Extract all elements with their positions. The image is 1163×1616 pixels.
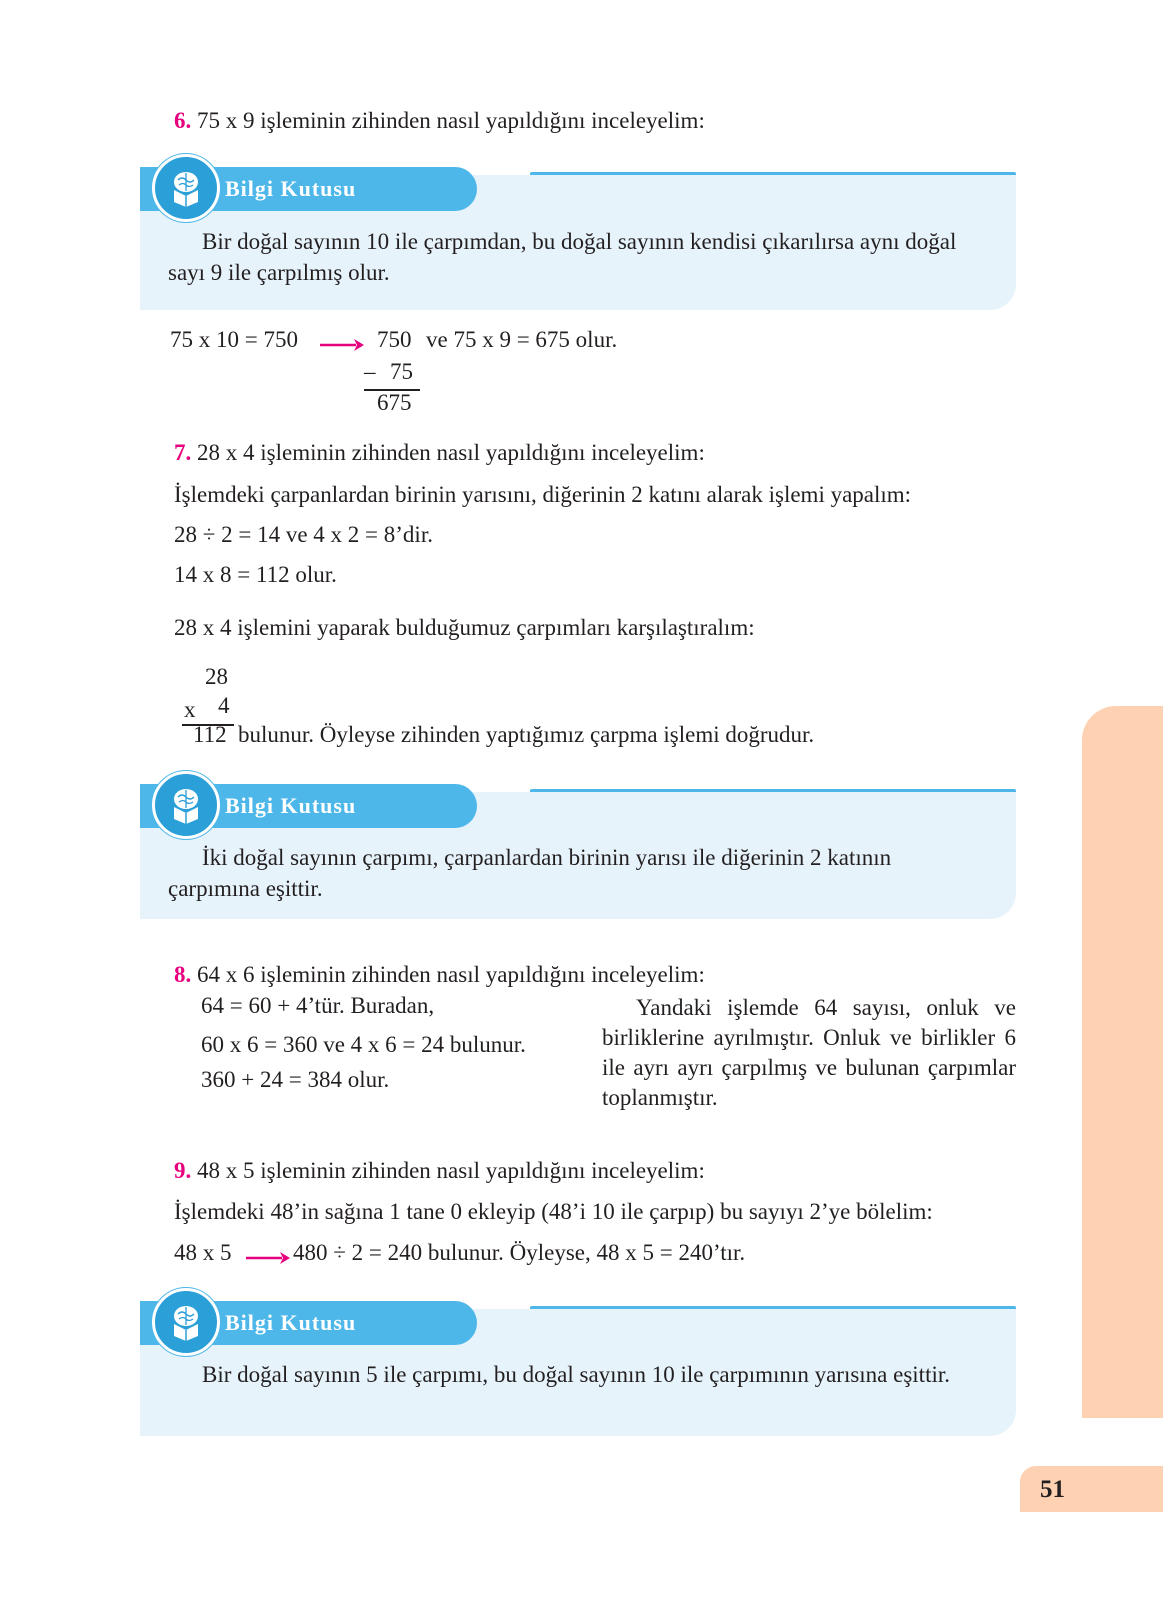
section-number: 7. — [174, 440, 192, 465]
mul-top: 28 — [205, 664, 228, 689]
page-number: 51 — [1020, 1466, 1163, 1512]
calc-minus-sign: – — [364, 359, 376, 384]
calc-minuend: 750 — [377, 327, 412, 352]
info-box — [140, 1294, 1016, 1436]
s8-side-note: Yandaki işlemde 64 sayısı, onluk ve birliklerine ayrılmıştır. Onluk ve birlikler 6 ile ayrı ayrı çarpılmış ve bulunan çarpımlar toplanmıştır. — [602, 995, 1016, 1110]
s9-calc-left: 48 x 5 — [174, 1240, 232, 1265]
s7-line-2: 28 ÷ 2 = 14 ve 4 x 2 = 8’dir. — [174, 522, 433, 547]
calc-subtrahend: 75 — [390, 359, 413, 384]
mul-operator: x — [184, 697, 196, 722]
section-number: 6. — [174, 108, 192, 133]
s8-line-1: 64 = 60 + 4’tür. Buradan, — [201, 993, 435, 1018]
info-box — [140, 160, 1016, 310]
calc-left: 75 x 10 = 750 — [170, 327, 298, 352]
brain-box-icon — [152, 154, 220, 222]
calc-result-text: ve 75 x 9 = 675 olur. — [426, 327, 618, 352]
brain-box-icon — [152, 1288, 220, 1356]
mul-result-text: bulunur. Öyleyse zihinden yaptığımız çarpma işlemi doğrudur. — [238, 722, 815, 747]
section-number: 8. — [174, 962, 192, 987]
side-tab — [1082, 706, 1163, 1418]
section-9-heading — [174, 1158, 705, 1184]
s9-calc-right: 480 ÷ 2 = 240 bulunur. Öyleyse, 48 x 5 = 240’tır. — [293, 1240, 746, 1265]
section-heading-text: 28 x 4 işleminin zihinden nasıl yapıldığını inceleyelim: — [197, 440, 705, 465]
info-box-title: Bilgi Kutusu — [140, 784, 477, 828]
section-heading-text: 75 x 9 işleminin zihinden nasıl yapıldığını inceleyelim: — [197, 108, 705, 133]
info-box-text: İki doğal sayının çarpımı, çarpanlardan birinin yarısı ile diğerinin 2 katının çarpımına eşittir. — [168, 845, 892, 901]
s7-line-4: 28 x 4 işlemini yaparak bulduğumuz çarpımları karşılaştıralım: — [174, 615, 755, 640]
section-heading-text: 48 x 5 işleminin zihinden nasıl yapıldığını inceleyelim: — [197, 1158, 705, 1183]
info-box-title: Bilgi Kutusu — [140, 167, 477, 211]
info-box-text: Bir doğal sayının 5 ile çarpımı, bu doğal sayının 10 ile çarpımının yarısına eşittir. — [202, 1362, 950, 1387]
section-6-heading — [174, 108, 705, 134]
arrow-right-icon — [320, 338, 364, 352]
calc-difference: 675 — [377, 390, 412, 415]
info-box-title: Bilgi Kutusu — [140, 1301, 477, 1345]
s9-line-1: İşlemdeki 48’in sağına 1 tane 0 ekleyip (48’i 10 ile çarpıp) bu sayıyı 2’ye bölelim: — [174, 1199, 933, 1224]
section-heading-text: 64 x 6 işleminin zihinden nasıl yapıldığını inceleyelim: — [197, 962, 705, 987]
info-box — [140, 777, 1016, 919]
section-number: 9. — [174, 1158, 192, 1183]
section-7-heading — [174, 440, 705, 466]
s8-line-3: 360 + 24 = 384 olur. — [201, 1067, 390, 1092]
section-8-heading — [174, 962, 705, 988]
info-box-text: Bir doğal sayının 10 ile çarpımdan, bu doğal sayının kendisi çıkarılırsa aynı doğal sayı 9 ile çarpılmış olur. — [168, 229, 957, 285]
s7-line-1: İşlemdeki çarpanlardan birinin yarısını, diğerinin 2 katını alarak işlemi yapalım: — [174, 482, 912, 507]
arrow-right-icon — [246, 1251, 290, 1265]
s8-line-2: 60 x 6 = 360 ve 4 x 6 = 24 bulunur. — [201, 1032, 526, 1057]
s7-line-3: 14 x 8 = 112 olur. — [174, 562, 337, 587]
brain-box-icon — [152, 771, 220, 839]
mul-result: 112 — [193, 722, 227, 747]
mul-multiplier: 4 — [218, 693, 230, 718]
